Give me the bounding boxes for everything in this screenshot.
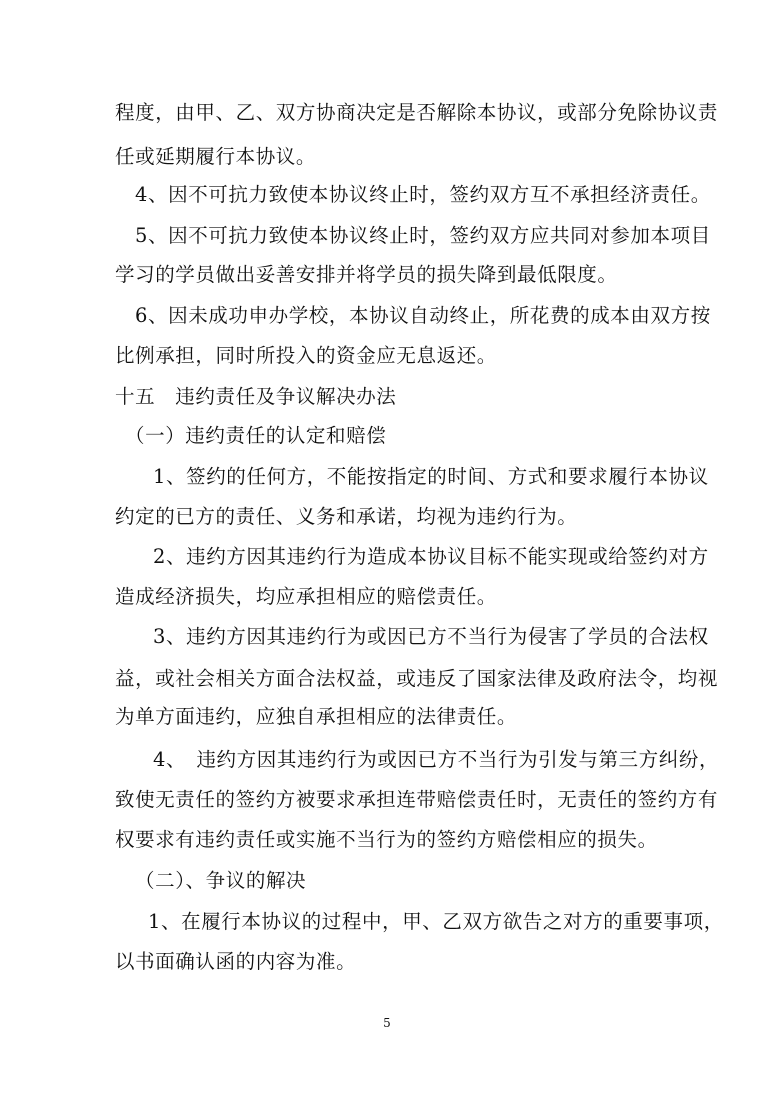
subsection-heading-2: （二）、争议的解决	[135, 869, 307, 892]
section-heading: 十五 违约责任及争议解决办法	[115, 385, 397, 408]
text-line-12: 2、违约方因其违约行为造成本协议目标不能实现或给签约对方	[153, 545, 709, 568]
text-line-4: 5、因不可抗力致使本协议终止时，签约双方应共同对参加本项目	[135, 224, 711, 247]
text-line-13: 造成经济损失，均应承担相应的赔偿责任。	[115, 585, 497, 608]
text-line-14: 3、违约方因其违约行为或因已方不当行为侵害了学员的合法权	[153, 625, 709, 648]
text-line-22: 以书面确认函的内容为准。	[115, 950, 357, 973]
text-line-2: 任或延期履行本协议。	[115, 145, 317, 168]
text-line-10: 1、签约的任何方，不能按指定的时间、方式和要求履行本协议	[153, 465, 709, 488]
text-line-18: 致使无责任的签约方被要求承担连带赔偿责任时，无责任的签约方有	[115, 788, 719, 811]
text-line-16: 为单方面违约，应独自承担相应的法律责任。	[115, 705, 518, 728]
text-line-19: 权要求有违约责任或实施不当行为的签约方赔偿相应的损失。	[115, 828, 658, 851]
subsection-heading-1: （一）违约责任的认定和赔偿	[125, 424, 387, 447]
text-line-15: 益，或社会相关方面合法权益，或违反了国家法律及政府法令，均视	[115, 667, 719, 690]
text-line-7: 比例承担，同时所投入的资金应无息返还。	[115, 344, 497, 367]
page-number: 5	[383, 1016, 391, 1030]
text-line-1: 程度，由甲、乙、双方协商决定是否解除本协议，或部分免除协议责	[115, 101, 719, 124]
text-line-3: 4、因不可抗力致使本协议终止时，签约双方互不承担经济责任。	[135, 183, 711, 206]
text-line-17: 4、 违约方因其违约行为或因已方不当行为引发与第三方纠纷，	[153, 748, 720, 771]
text-line-6: 6、因未成功申办学校，本协议自动终止，所花费的成本由双方按	[135, 304, 711, 327]
text-line-11: 约定的已方的责任、义务和承诺，均视为违约行为。	[115, 505, 578, 528]
text-line-5: 学习的学员做出妥善安排并将学员的损失降到最低限度。	[115, 263, 618, 286]
text-line-21: 1、在履行本协议的过程中，甲、乙双方欲告之对方的重要事项，	[148, 910, 724, 933]
